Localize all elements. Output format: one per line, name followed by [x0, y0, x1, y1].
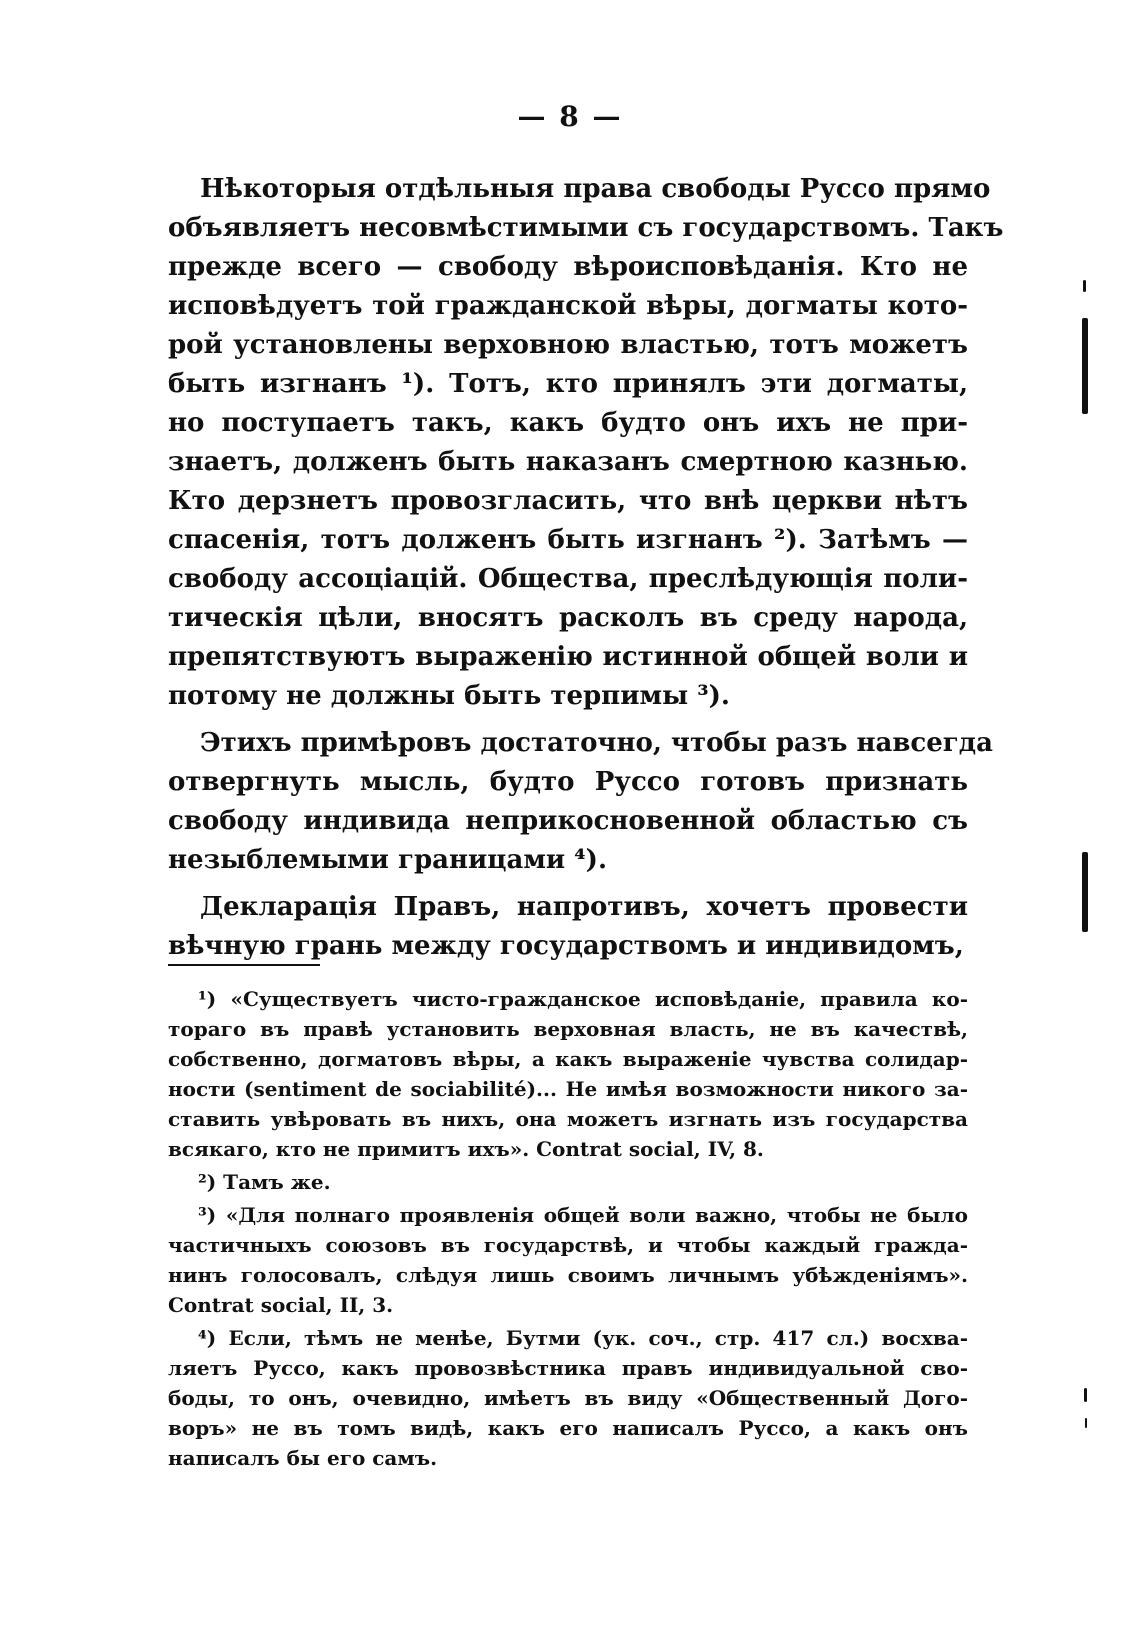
- page-number: — 8 —: [517, 100, 623, 133]
- text-line: незыблемыми границами ⁴).: [168, 845, 608, 875]
- scan-mark: [1082, 852, 1088, 932]
- text-line: свободу индивида неприкосновенной областью съ: [168, 806, 968, 836]
- scan-mark: [1082, 318, 1088, 414]
- text-line: знаетъ, долженъ быть наказанъ смертною казнью.: [168, 447, 968, 477]
- text-line: препятствуютъ выраженію истинной общей воли и: [168, 642, 968, 672]
- text-line: спасенія, тотъ долженъ быть изгнанъ ²). Затѣмъ —: [168, 525, 968, 555]
- text-line: частичныхъ союзовъ въ государствѣ, и чтобы каждый гражда-: [168, 1233, 968, 1257]
- scan-mark: [1084, 1388, 1087, 1402]
- text-line: Декларація Правъ, напротивъ, хочетъ провести: [200, 892, 968, 922]
- text-line: ³) «Для полнаго проявленія общей воли важно, чтобы не было: [198, 1203, 968, 1227]
- footnotes: [168, 984, 968, 1476]
- text-line: вѣчную грань между государствомъ и индивидомъ,: [168, 931, 964, 961]
- text-line: Кто дерзнетъ провозгласить, что внѣ церкви нѣтъ: [168, 486, 968, 516]
- text-line: отвергнуть мысль, будто Руссо готовъ признать: [168, 767, 968, 797]
- paragraph: [168, 724, 993, 880]
- text-line: но поступаетъ такъ, какъ будто онъ ихъ не при-: [168, 408, 968, 438]
- paragraph: [168, 888, 968, 966]
- footnote: [168, 1200, 968, 1320]
- text-line: тическія цѣли, вносятъ расколъ въ среду народа,: [168, 603, 968, 633]
- scan-mark: [1083, 280, 1086, 292]
- text-line: прежде всего — свободу вѣроисповѣданія. Кто не: [168, 252, 968, 282]
- text-line: нинъ голосовалъ, слѣдуя лишь своимъ личнымъ убѣжденіямъ».: [168, 1263, 968, 1287]
- text-line: Contrat social, II, 3.: [168, 1293, 394, 1317]
- text-line: воръ» не въ томъ видѣ, какъ его написалъ Руссо, а какъ онъ: [168, 1416, 968, 1440]
- text-line: боды, то онъ, очевидно, имѣетъ въ виду «Общественный Дого-: [168, 1386, 968, 1410]
- text-line: свободу ассоціацій. Общества, преслѣдующія поли-: [168, 564, 968, 594]
- text-line: исповѣдуетъ той гражданской вѣры, догматы кото-: [168, 291, 968, 321]
- text-line: быть изгнанъ ¹). Тотъ, кто принялъ эти догматы,: [168, 369, 968, 399]
- text-line: ставить увѣровать въ нихъ, она можетъ изгнать изъ государства: [168, 1107, 968, 1131]
- footnote-separator: [168, 964, 320, 966]
- text-line: собственно, догматовъ вѣры, а какъ выраженіе чувства солидар-: [168, 1047, 968, 1071]
- text-line: тораго въ правѣ установить верховная власть, не въ качествѣ,: [168, 1017, 968, 1041]
- text-line: ности (sentiment de sociabilité)... Не имѣя возможности никого за-: [168, 1077, 968, 1101]
- text-line: потому не должны быть терпимы ³).: [168, 681, 730, 711]
- text-line: рой установлены верховною властью, тотъ можетъ: [168, 330, 968, 360]
- text-line: всякаго, кто не примитъ ихъ». Contrat social, IV, 8.: [168, 1137, 764, 1161]
- text-line: написалъ бы его самъ.: [168, 1446, 438, 1470]
- paragraph: [168, 170, 1004, 716]
- text-line: Нѣкоторыя отдѣльныя права свободы Руссо прямо: [200, 174, 991, 204]
- text-line: Этихъ примѣровъ достаточно, чтобы разъ навсегда: [200, 728, 993, 758]
- text-line: ¹) «Существуетъ чисто-гражданское исповѣданіе, правила ко-: [198, 987, 968, 1011]
- text-line: ²) Тамъ же.: [198, 1170, 331, 1194]
- footnote: [168, 1167, 968, 1197]
- main-text: [168, 170, 1004, 966]
- text-line: ляетъ Руссо, какъ провозвѣстника правъ индивидуальной сво-: [168, 1356, 968, 1380]
- text-line: объявляетъ несовмѣстимыми съ государствомъ. Такъ: [168, 213, 1004, 243]
- footnote: [168, 984, 968, 1164]
- text-line: ⁴) Если, тѣмъ не менѣе, Бутми (ук. соч., стр. 417 сл.) восхва-: [198, 1326, 968, 1350]
- scan-mark: [1085, 1418, 1087, 1428]
- footnote: [168, 1323, 968, 1473]
